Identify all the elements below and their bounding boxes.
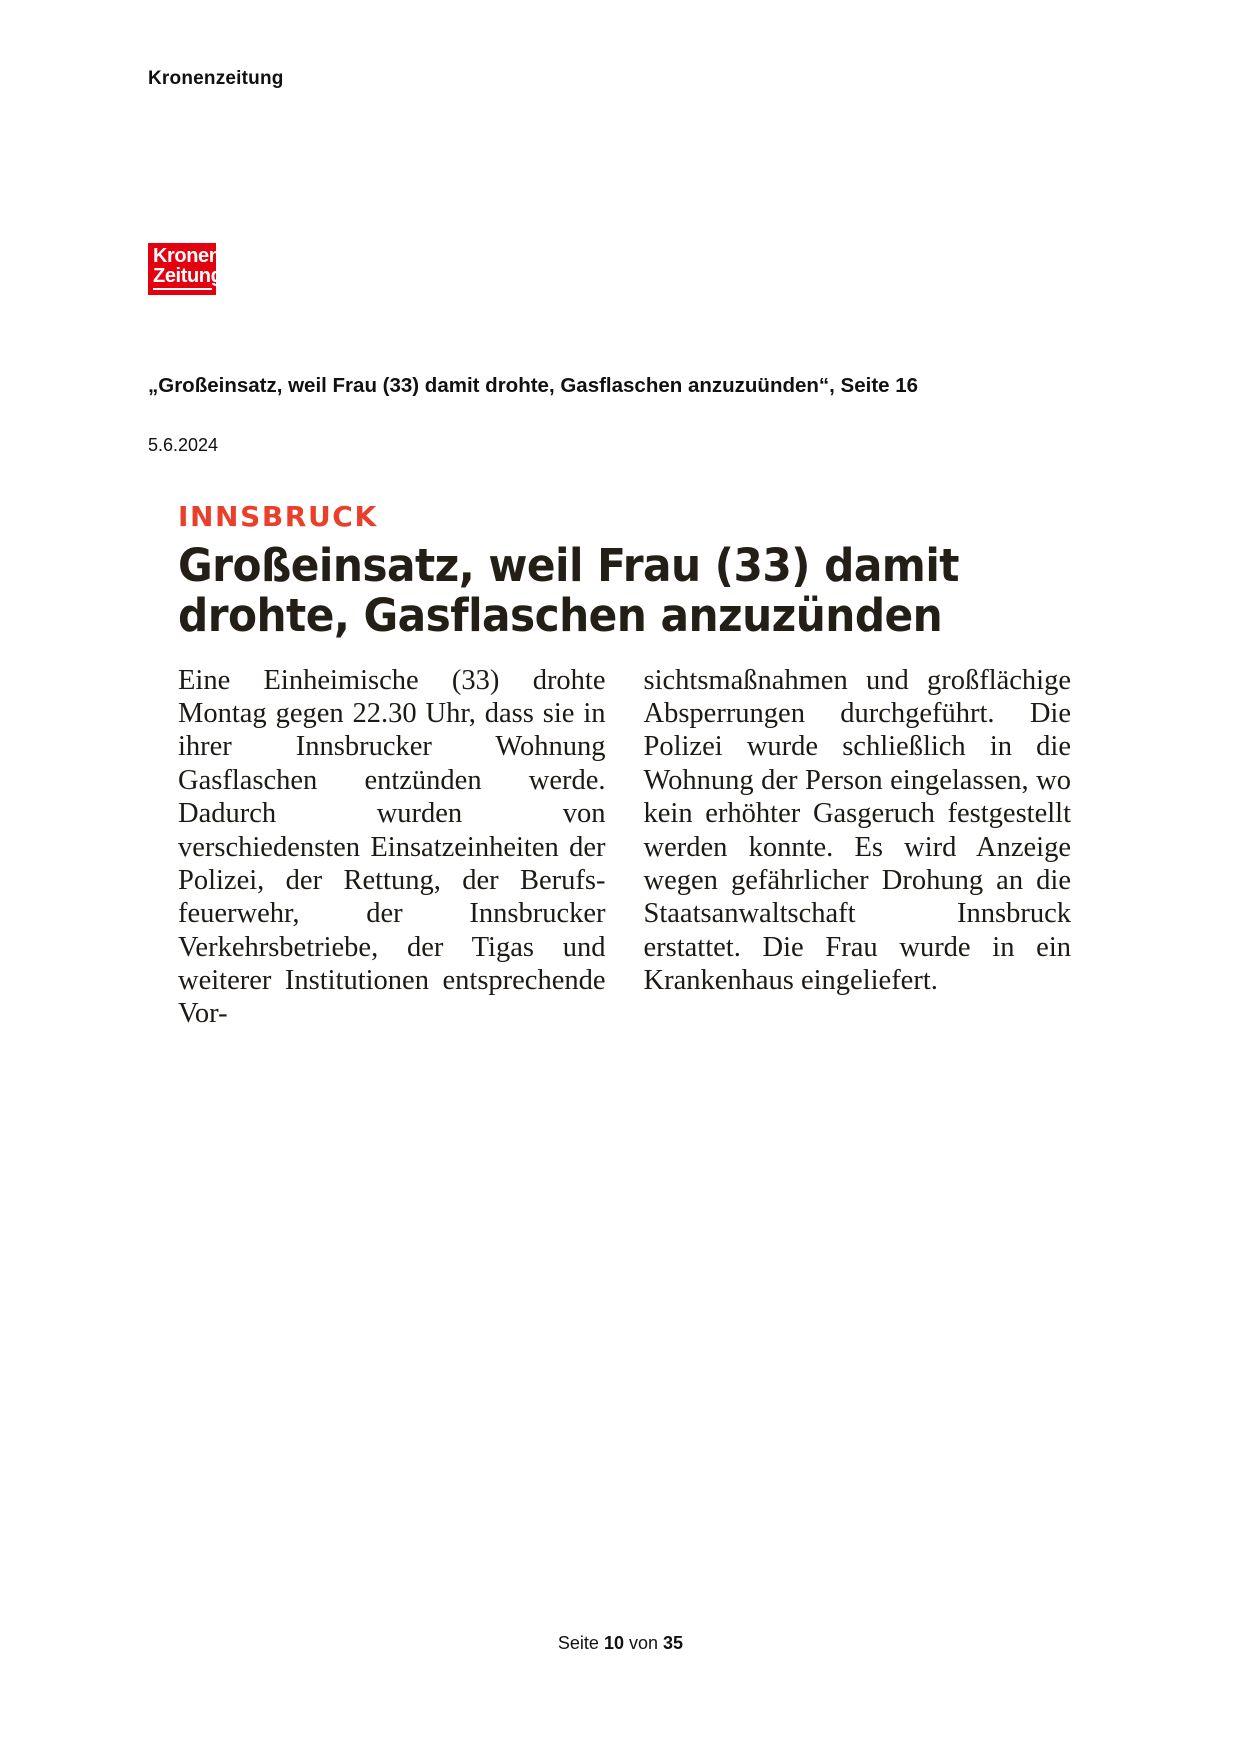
logo-line-1: Kronen (153, 245, 221, 267)
logo-underline (153, 288, 212, 290)
clipping-headline: Großeinsatz, weil Frau (33) damit drohte, Gasflaschen anzuzünden (178, 539, 959, 643)
clipping-body (178, 664, 1071, 1031)
article-date: 5.6.2024 (148, 435, 219, 455)
footer-middle: von (629, 1633, 659, 1653)
footer-total-pages: 35 (663, 1633, 684, 1653)
clipping-kicker: INNSBRUCK (178, 500, 378, 533)
article-reference: „Großeinsatz, weil Frau (33) damit drohte, Gasflaschen anzuzuünden“, Seite 16 (148, 374, 919, 397)
logo-line-2: Zeitung (153, 265, 223, 288)
page-footer (0, 1633, 1241, 1654)
clipping-column-left-text: Eine Einheimische (33) drohte Montag gegen 22.30 Uhr, dass sie in ihrer Innsbrucker Wohnung Gasflaschen entzünden werde. Dadurch wurden von verschiedensten Einsatzeinheiten der Polizei, der Rettung, der Berufsfeuerwehr, der Innsbrucker Verkehrsbetriebe, der Tigas und weiterer Institutionen entsprechende Vor- (178, 664, 606, 1030)
clipping-column-left (178, 664, 606, 1031)
footer-current-page: 10 (603, 1633, 624, 1653)
kronen-zeitung-logo (148, 243, 223, 295)
source-name: Kronenzeitung (148, 68, 284, 89)
footer-prefix: Seite (557, 1633, 599, 1653)
clipping-column-right-text: sichtsmaßnahmen und großflächige Absperrungen durchgeführt. Die Polizei wurde schließlich in die Wohnung der Person eingelassen, wo kein erhöhter Gasgeruch festgestellt werden konnte. Es wird Anzeige wegen gefährlicher Drohung an die Staatsanwaltschaft Innsbruck erstattet. Die Frau wurde in ein Krankenhaus eingeliefert. (643, 664, 1071, 996)
clipping-column-right (644, 664, 1072, 1031)
newspaper-clipping (178, 500, 1078, 1031)
